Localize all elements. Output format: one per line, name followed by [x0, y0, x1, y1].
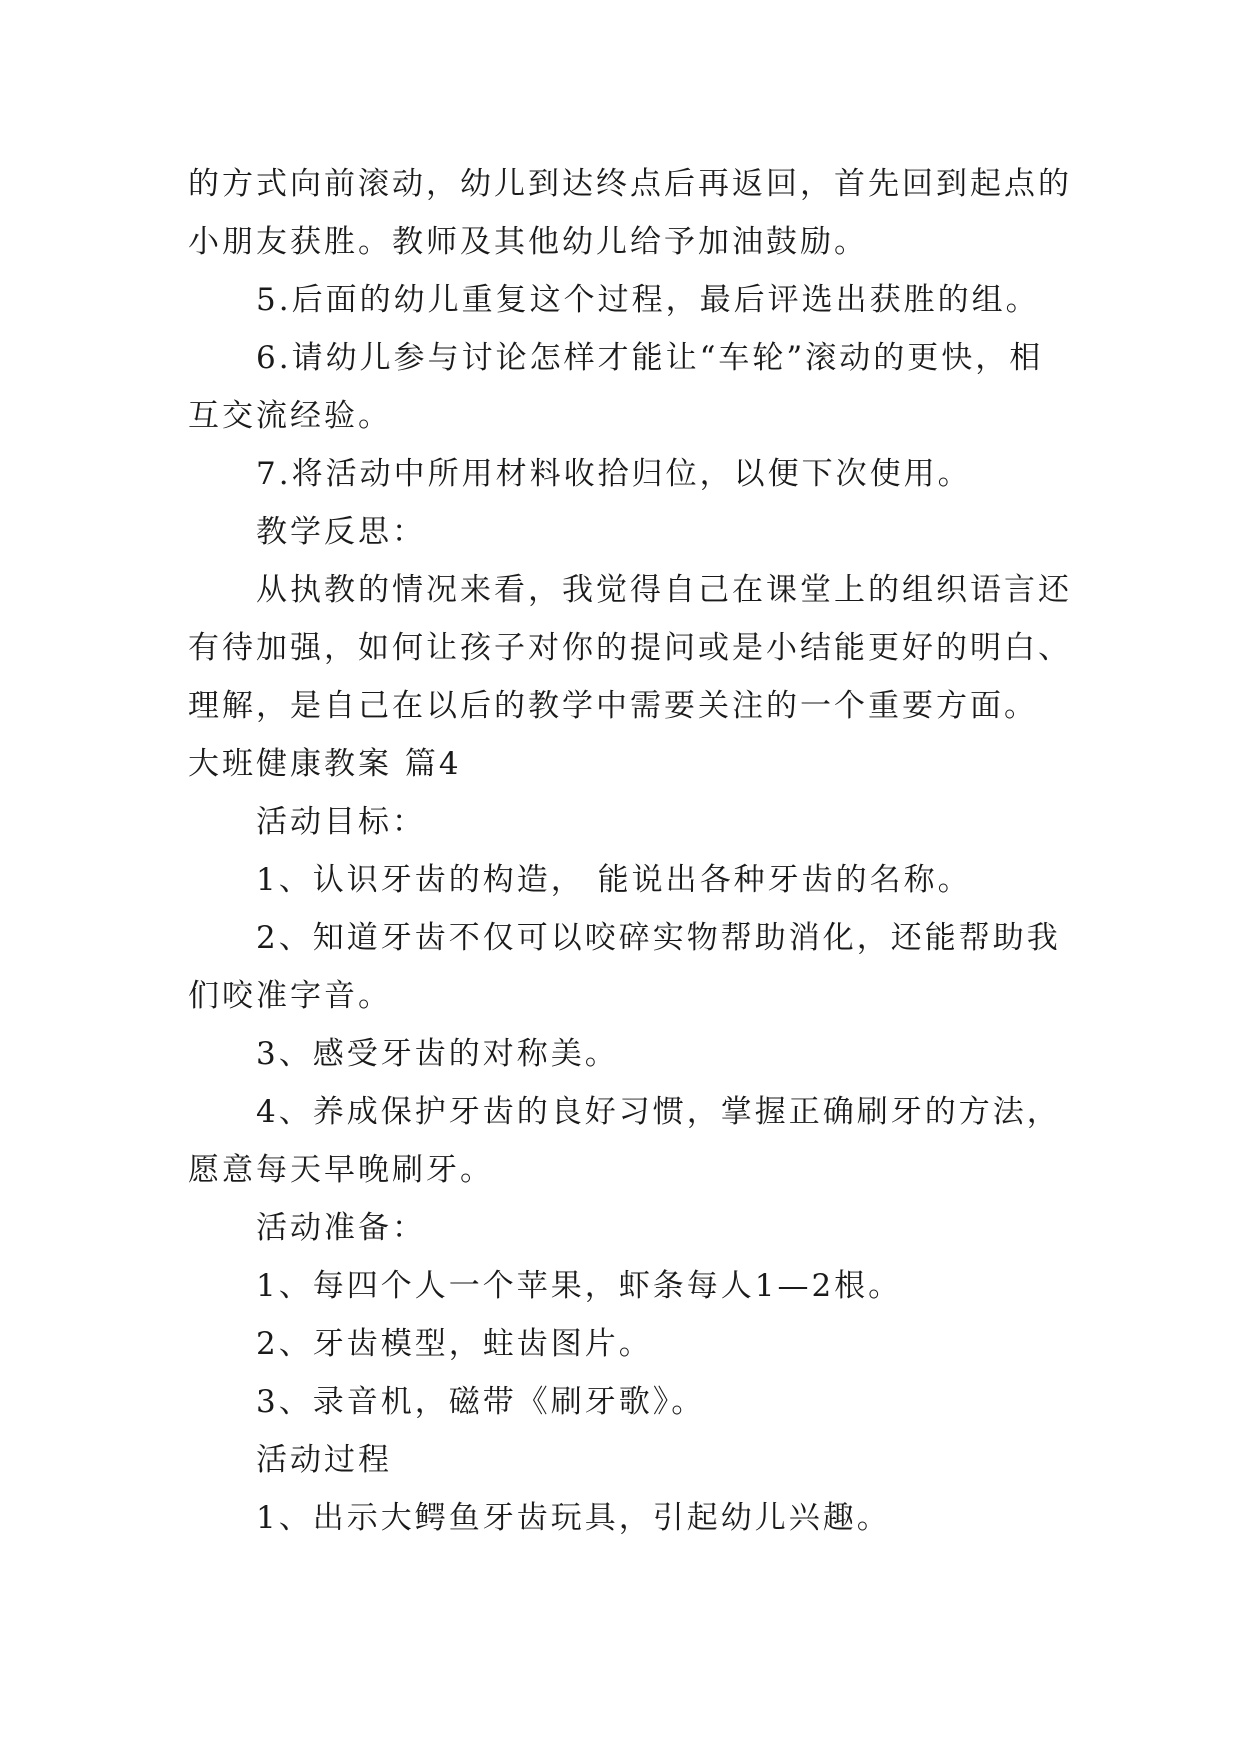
- list-item: 6.请幼儿参与讨论怎样才能让“车轮”滚动的更快，相: [256, 340, 1044, 376]
- section-heading: 活动过程: [256, 1442, 392, 1478]
- list-item: 1、每四个人一个苹果，虾条每人1—2根。: [256, 1268, 903, 1304]
- paragraph-line: 们咬准字音。: [188, 978, 392, 1014]
- list-item: 1、认识牙齿的构造， 能说出各种牙齿的名称。: [256, 862, 972, 898]
- paragraph-line: 有待加强，如何让孩子对你的提问或是小结能更好的明白、: [188, 630, 1072, 666]
- paragraph-line: 互交流经验。: [188, 398, 392, 434]
- list-item: 2、知道牙齿不仅可以咬碎实物帮助消化，还能帮助我: [256, 920, 1061, 956]
- list-item: 3、录音机，磁带《刷牙歌》。: [256, 1384, 706, 1420]
- list-item: 5.后面的幼儿重复这个过程，最后评选出获胜的组。: [256, 282, 1040, 318]
- paragraph-line: 从执教的情况来看，我觉得自己在课堂上的组织语言还: [256, 572, 1072, 608]
- list-item: 4、养成保护牙齿的良好习惯，掌握正确刷牙的方法，: [256, 1094, 1061, 1130]
- chapter-title: 大班健康教案 篇4: [188, 746, 462, 782]
- list-item: 7.将活动中所用材料收拾归位，以便下次使用。: [256, 456, 972, 492]
- list-item: 3、感受牙齿的对称美。: [256, 1036, 619, 1072]
- paragraph-line: 理解，是自己在以后的教学中需要关注的一个重要方面。: [188, 688, 1038, 724]
- list-item: 1、出示大鳄鱼牙齿玩具，引起幼儿兴趣。: [256, 1500, 891, 1536]
- section-heading: 活动目标：: [256, 804, 426, 840]
- section-heading: 活动准备：: [256, 1210, 426, 1246]
- section-heading: 教学反思：: [256, 514, 426, 550]
- paragraph-line: 的方式向前滚动，幼儿到达终点后再返回，首先回到起点的: [188, 166, 1072, 202]
- paragraph-line: 小朋友获胜。教师及其他幼儿给予加油鼓励。: [188, 224, 868, 260]
- paragraph-line: 愿意每天早晚刷牙。: [188, 1152, 494, 1188]
- list-item: 2、牙齿模型，蛀齿图片。: [256, 1326, 653, 1362]
